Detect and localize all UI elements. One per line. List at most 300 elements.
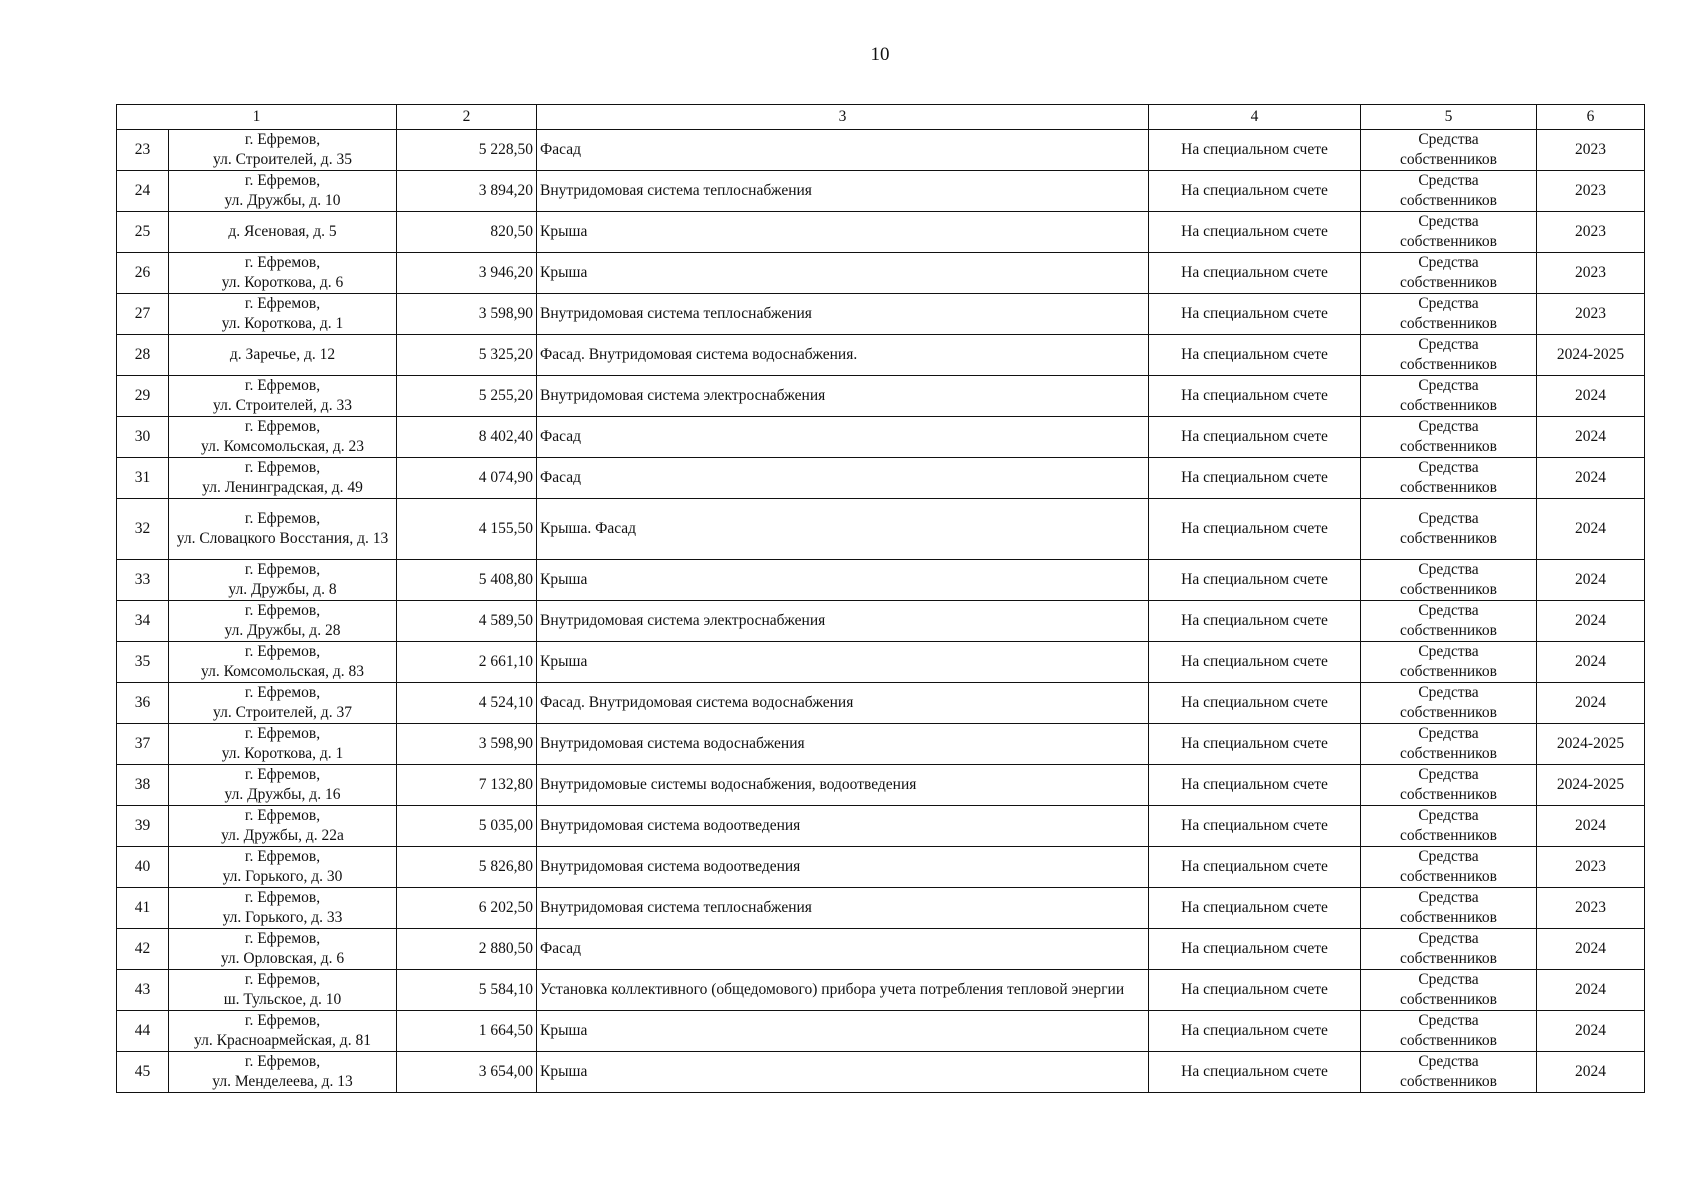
funding-source-cell-text: собственников — [1400, 1032, 1497, 1049]
year-cell-text: 2024-2025 — [1556, 346, 1625, 363]
page-number: 10 — [870, 44, 890, 65]
account-cell-text: На специальном счете — [1181, 141, 1328, 158]
address-cell-text: ул. Дружбы, д. 8 — [228, 581, 337, 598]
row-number-cell-text: 33 — [134, 571, 151, 588]
address-cell-text: г. Ефремов, — [244, 848, 321, 865]
area-cell — [397, 458, 537, 499]
account-cell — [1149, 683, 1361, 724]
work-type-cell — [537, 724, 1149, 765]
funding-source-cell-text: Средства — [1418, 1012, 1479, 1029]
row-number-cell-text: 29 — [134, 387, 151, 404]
account-cell-text: На специальном счете — [1181, 940, 1328, 957]
address-cell-text: ул. Красноармейская, д. 81 — [194, 1032, 371, 1049]
area-cell-text: 6 202,50 — [478, 899, 533, 916]
header-col-1: 1 — [117, 105, 397, 130]
year-cell-text: 2024 — [1575, 653, 1606, 670]
address-cell-text: г. Ефремов, — [244, 971, 321, 988]
work-type-cell — [537, 1052, 1149, 1093]
area-cell-text: 3 894,20 — [478, 182, 533, 199]
area-cell — [397, 335, 537, 376]
row-number-cell-text: 42 — [134, 940, 151, 957]
row-number-cell — [117, 335, 169, 376]
funding-source-cell — [1361, 417, 1537, 458]
address-cell-text: ш. Тульское, д. 10 — [223, 991, 342, 1008]
address-cell — [169, 376, 397, 417]
work-type-cell-text: Внутридомовая система теплоснабжения — [540, 899, 812, 916]
funding-source-cell — [1361, 253, 1537, 294]
year-cell-text: 2024-2025 — [1556, 776, 1625, 793]
year-cell — [1537, 130, 1645, 171]
row-number-cell — [117, 765, 169, 806]
area-cell-text: 5 255,20 — [478, 387, 533, 404]
account-cell-text: На специальном счете — [1181, 612, 1328, 629]
funding-source-cell-text: собственников — [1400, 192, 1497, 209]
work-type-cell — [537, 458, 1149, 499]
year-cell-text: 2023 — [1575, 182, 1606, 199]
account-cell — [1149, 601, 1361, 642]
funding-source-cell-text: Средства — [1418, 418, 1479, 435]
row-number-cell-text: 26 — [134, 264, 151, 281]
work-type-cell — [537, 1011, 1149, 1052]
table-row — [117, 970, 1645, 1011]
table-row — [117, 847, 1645, 888]
address-cell-text: г. Ефремов, — [244, 172, 321, 189]
year-cell — [1537, 253, 1645, 294]
address-cell — [169, 888, 397, 929]
funding-source-cell — [1361, 929, 1537, 970]
funding-source-cell-text: Средства — [1418, 213, 1479, 230]
work-type-cell — [537, 253, 1149, 294]
address-cell — [169, 335, 397, 376]
address-cell-text: ул. Строителей, д. 37 — [213, 704, 352, 721]
funding-source-cell-text: собственников — [1400, 909, 1497, 926]
address-cell-text: ул. Менделеева, д. 13 — [212, 1073, 353, 1090]
address-cell-text: г. Ефремов, — [244, 418, 321, 435]
table-row — [117, 335, 1645, 376]
work-type-cell — [537, 806, 1149, 847]
address-cell — [169, 601, 397, 642]
address-cell-text: г. Ефремов, — [244, 254, 321, 271]
address-cell-text: г. Ефремов, — [244, 295, 321, 312]
account-cell-text: На специальном счете — [1181, 182, 1328, 199]
account-cell — [1149, 642, 1361, 683]
work-type-cell — [537, 970, 1149, 1011]
row-number-cell-text: 32 — [134, 520, 151, 537]
account-cell — [1149, 212, 1361, 253]
work-type-cell-text: Крыша — [540, 1022, 588, 1039]
row-number-cell-text: 24 — [134, 182, 151, 199]
year-cell — [1537, 417, 1645, 458]
address-cell-text: ул. Горького, д. 30 — [222, 868, 343, 885]
row-number-cell-text: 40 — [134, 858, 151, 875]
table-row — [117, 765, 1645, 806]
funding-source-cell-text: Средства — [1418, 172, 1479, 189]
account-cell — [1149, 417, 1361, 458]
year-cell-text: 2024 — [1575, 520, 1606, 537]
account-cell-text: На специальном счете — [1181, 571, 1328, 588]
header-col-3: 3 — [537, 105, 1149, 130]
account-cell — [1149, 970, 1361, 1011]
funding-source-cell-text: собственников — [1400, 950, 1497, 967]
row-number-cell — [117, 294, 169, 335]
funding-source-cell-text: Средства — [1418, 131, 1479, 148]
row-number-cell-text: 37 — [134, 735, 151, 752]
row-number-cell-text: 23 — [134, 141, 151, 158]
row-number-cell — [117, 724, 169, 765]
work-type-cell-text: Установка коллективного (общедомового) прибора учета потребления тепловой энергии — [540, 981, 1125, 998]
year-cell — [1537, 970, 1645, 1011]
address-cell — [169, 1011, 397, 1052]
address-cell-text: ул. Дружбы, д. 10 — [224, 192, 341, 209]
table-row — [117, 130, 1645, 171]
address-cell-text: ул. Комсомольская, д. 23 — [201, 438, 364, 455]
area-cell — [397, 171, 537, 212]
address-cell-text: ул. Короткова, д. 1 — [221, 315, 344, 332]
account-cell-text: На специальном счете — [1181, 1022, 1328, 1039]
account-cell-text: На специальном счете — [1181, 653, 1328, 670]
area-cell — [397, 970, 537, 1011]
area-cell — [397, 724, 537, 765]
year-cell — [1537, 294, 1645, 335]
account-cell — [1149, 847, 1361, 888]
year-cell-text: 2024 — [1575, 694, 1606, 711]
account-cell-text: На специальном счете — [1181, 735, 1328, 752]
address-cell — [169, 212, 397, 253]
work-type-cell — [537, 929, 1149, 970]
funding-source-cell-text: собственников — [1400, 745, 1497, 762]
area-cell-text: 4 524,10 — [478, 694, 533, 711]
area-cell-text: 7 132,80 — [478, 776, 533, 793]
funding-source-cell — [1361, 601, 1537, 642]
address-cell — [169, 724, 397, 765]
funding-source-cell-text: собственников — [1400, 868, 1497, 885]
area-cell-text: 3 654,00 — [478, 1063, 533, 1080]
address-cell-text: ул. Дружбы, д. 22а — [221, 827, 344, 844]
funding-source-cell — [1361, 212, 1537, 253]
area-cell — [397, 847, 537, 888]
row-number-cell — [117, 601, 169, 642]
account-cell — [1149, 171, 1361, 212]
row-number-cell-text: 38 — [134, 776, 151, 793]
work-type-cell-text: Крыша. Фасад — [540, 520, 637, 537]
year-cell — [1537, 724, 1645, 765]
area-cell-text: 5 228,50 — [478, 141, 533, 158]
address-cell — [169, 560, 397, 601]
funding-source-cell-text: собственников — [1400, 1073, 1497, 1090]
funding-source-cell-text: собственников — [1400, 274, 1497, 291]
area-cell — [397, 560, 537, 601]
account-cell — [1149, 130, 1361, 171]
account-cell — [1149, 806, 1361, 847]
row-number-cell-text: 30 — [134, 428, 151, 445]
funding-source-cell-text: собственников — [1400, 233, 1497, 250]
table-row — [117, 601, 1645, 642]
year-cell-text: 2024 — [1575, 1063, 1606, 1080]
row-number-cell — [117, 499, 169, 560]
funding-source-cell-text: собственников — [1400, 581, 1497, 598]
row-number-cell — [117, 970, 169, 1011]
year-cell-text: 2023 — [1575, 141, 1606, 158]
area-cell-text: 3 598,90 — [478, 305, 533, 322]
row-number-cell — [117, 888, 169, 929]
funding-source-cell — [1361, 560, 1537, 601]
work-type-cell — [537, 335, 1149, 376]
funding-source-cell-text: собственников — [1400, 786, 1497, 803]
address-cell — [169, 765, 397, 806]
funding-source-cell-text: Средства — [1418, 643, 1479, 660]
funding-source-cell-text: собственников — [1400, 827, 1497, 844]
address-cell — [169, 806, 397, 847]
address-cell-text: г. Ефремов, — [244, 459, 321, 476]
table-row — [117, 806, 1645, 847]
year-cell — [1537, 171, 1645, 212]
row-number-cell-text: 44 — [134, 1022, 151, 1039]
table-body — [117, 130, 1645, 1093]
year-cell — [1537, 335, 1645, 376]
table-row — [117, 888, 1645, 929]
account-cell-text: На специальном счете — [1181, 817, 1328, 834]
work-type-cell — [537, 601, 1149, 642]
address-cell-text: г. Ефремов, — [244, 561, 321, 578]
area-cell-text: 2 661,10 — [478, 653, 533, 670]
table-row — [117, 683, 1645, 724]
row-number-cell-text: 31 — [134, 469, 151, 486]
funding-source-cell — [1361, 376, 1537, 417]
year-cell-text: 2023 — [1575, 858, 1606, 875]
funding-source-cell-text: Средства — [1418, 377, 1479, 394]
table-row — [117, 929, 1645, 970]
account-cell-text: На специальном счете — [1181, 776, 1328, 793]
account-cell-text: На специальном счете — [1181, 981, 1328, 998]
table-row — [117, 212, 1645, 253]
funding-source-cell-text: собственников — [1400, 479, 1497, 496]
row-number-cell-text: 25 — [134, 223, 151, 240]
year-cell — [1537, 1011, 1645, 1052]
work-type-cell — [537, 499, 1149, 560]
year-cell-text: 2024 — [1575, 612, 1606, 629]
work-type-cell — [537, 130, 1149, 171]
address-cell — [169, 294, 397, 335]
account-cell-text: На специальном счете — [1181, 428, 1328, 445]
row-number-cell-text: 28 — [134, 346, 151, 363]
area-cell-text: 3 946,20 — [478, 264, 533, 281]
area-cell — [397, 417, 537, 458]
address-cell — [169, 499, 397, 560]
funding-source-cell-text: Средства — [1418, 336, 1479, 353]
year-cell-text: 2024 — [1575, 571, 1606, 588]
year-cell — [1537, 560, 1645, 601]
area-cell-text: 3 598,90 — [478, 735, 533, 752]
address-cell — [169, 642, 397, 683]
address-cell-text: ул. Дружбы, д. 28 — [224, 622, 341, 639]
work-type-cell — [537, 171, 1149, 212]
year-cell-text: 2024 — [1575, 817, 1606, 834]
table-row — [117, 560, 1645, 601]
address-cell — [169, 970, 397, 1011]
work-type-cell — [537, 376, 1149, 417]
funding-source-cell-text: Средства — [1418, 254, 1479, 271]
address-cell — [169, 458, 397, 499]
address-cell-text: г. Ефремов, — [244, 131, 321, 148]
table-row — [117, 253, 1645, 294]
row-number-cell-text: 36 — [134, 694, 151, 711]
address-cell-text: ул. Короткова, д. 1 — [221, 745, 344, 762]
year-cell — [1537, 847, 1645, 888]
row-number-cell-text: 45 — [134, 1063, 151, 1080]
header-col-4: 4 — [1149, 105, 1361, 130]
funding-source-cell-text: собственников — [1400, 315, 1497, 332]
year-cell — [1537, 212, 1645, 253]
work-type-cell-text: Внутридомовая система теплоснабжения — [540, 305, 812, 322]
funding-source-cell — [1361, 765, 1537, 806]
work-type-cell — [537, 294, 1149, 335]
account-cell-text: На специальном счете — [1181, 899, 1328, 916]
year-cell — [1537, 929, 1645, 970]
table-row — [117, 294, 1645, 335]
year-cell — [1537, 499, 1645, 560]
account-cell-text: На специальном счете — [1181, 694, 1328, 711]
year-cell — [1537, 458, 1645, 499]
work-type-cell-text: Фасад. Внутридомовая система водоснабжения — [540, 694, 854, 711]
address-cell-text: г. Ефремов, — [244, 930, 321, 947]
address-cell — [169, 847, 397, 888]
work-type-cell-text: Крыша — [540, 223, 588, 240]
area-cell-text: 2 880,50 — [478, 940, 533, 957]
area-cell — [397, 1052, 537, 1093]
funding-source-cell — [1361, 1011, 1537, 1052]
funding-source-cell-text: собственников — [1400, 151, 1497, 168]
area-cell — [397, 253, 537, 294]
row-number-cell — [117, 683, 169, 724]
address-cell — [169, 417, 397, 458]
work-type-cell-text: Внутридомовая система водоотведения — [540, 817, 801, 834]
address-cell-text: г. Ефремов, — [244, 1053, 321, 1070]
area-cell-text: 5 325,20 — [478, 346, 533, 363]
work-type-cell-text: Фасад — [540, 469, 581, 486]
account-cell-text: На специальном счете — [1181, 858, 1328, 875]
funding-source-cell-text: собственников — [1400, 356, 1497, 373]
account-cell — [1149, 1011, 1361, 1052]
address-cell-text: ул. Горького, д. 33 — [222, 909, 343, 926]
address-cell-text: ул. Словацкого Восстания, д. 13 — [176, 530, 389, 547]
work-type-cell-text: Крыша — [540, 571, 588, 588]
row-number-cell — [117, 560, 169, 601]
area-cell — [397, 806, 537, 847]
work-type-cell — [537, 683, 1149, 724]
funding-source-cell — [1361, 683, 1537, 724]
year-cell — [1537, 642, 1645, 683]
row-number-cell — [117, 212, 169, 253]
work-type-cell-text: Крыша — [540, 264, 588, 281]
address-cell-text: г. Ефремов, — [244, 766, 321, 783]
area-cell — [397, 929, 537, 970]
year-cell — [1537, 601, 1645, 642]
address-cell-text: г. Ефремов, — [244, 684, 321, 701]
year-cell-text: 2024 — [1575, 469, 1606, 486]
table-row — [117, 724, 1645, 765]
table-row — [117, 458, 1645, 499]
repair-program-table — [116, 104, 1645, 1093]
row-number-cell-text: 35 — [134, 653, 151, 670]
year-cell — [1537, 806, 1645, 847]
account-cell-text: На специальном счете — [1181, 264, 1328, 281]
funding-source-cell — [1361, 970, 1537, 1011]
funding-source-cell-text: собственников — [1400, 438, 1497, 455]
account-cell — [1149, 376, 1361, 417]
address-cell-text: ул. Дружбы, д. 16 — [224, 786, 341, 803]
area-cell — [397, 642, 537, 683]
year-cell-text: 2023 — [1575, 899, 1606, 916]
address-cell-text: г. Ефремов, — [244, 889, 321, 906]
area-cell-text: 4 155,50 — [478, 520, 533, 537]
row-number-cell — [117, 929, 169, 970]
work-type-cell-text: Фасад — [540, 428, 581, 445]
funding-source-cell-text: Средства — [1418, 930, 1479, 947]
area-cell — [397, 683, 537, 724]
account-cell-text: На специальном счете — [1181, 520, 1328, 537]
work-type-cell-text: Внутридомовая система электроснабжения — [540, 612, 826, 629]
work-type-cell — [537, 888, 1149, 929]
header-col-6: 6 — [1537, 105, 1645, 130]
address-cell-text: г. Ефремов, — [244, 1012, 321, 1029]
year-cell — [1537, 765, 1645, 806]
row-number-cell — [117, 847, 169, 888]
funding-source-cell — [1361, 724, 1537, 765]
work-type-cell-text: Внутридомовая система электроснабжения — [540, 387, 826, 404]
funding-source-cell-text: Средства — [1418, 459, 1479, 476]
row-number-cell — [117, 1052, 169, 1093]
funding-source-cell-text: собственников — [1400, 622, 1497, 639]
funding-source-cell — [1361, 888, 1537, 929]
funding-source-cell — [1361, 847, 1537, 888]
row-number-cell-text: 34 — [134, 612, 151, 629]
row-number-cell — [117, 806, 169, 847]
funding-source-cell-text: собственников — [1400, 663, 1497, 680]
funding-source-cell-text: Средства — [1418, 725, 1479, 742]
address-cell-text: д. Ясеновая, д. 5 — [228, 223, 337, 240]
row-number-cell-text: 41 — [134, 899, 151, 916]
work-type-cell-text: Внутридомовая система водоотведения — [540, 858, 801, 875]
row-number-cell — [117, 1011, 169, 1052]
area-cell-text: 4 589,50 — [478, 612, 533, 629]
table-header-row — [117, 105, 1645, 130]
account-cell — [1149, 1052, 1361, 1093]
year-cell-text: 2024 — [1575, 981, 1606, 998]
account-cell — [1149, 294, 1361, 335]
area-cell — [397, 212, 537, 253]
address-cell-text: г. Ефремов, — [244, 377, 321, 394]
account-cell-text: На специальном счете — [1181, 387, 1328, 404]
address-cell-text: ул. Короткова, д. 6 — [221, 274, 344, 291]
area-cell-text: 8 402,40 — [478, 428, 533, 445]
work-type-cell — [537, 642, 1149, 683]
year-cell-text: 2024 — [1575, 940, 1606, 957]
work-type-cell-text: Фасад. Внутридомовая система водоснабжения. — [540, 346, 858, 363]
address-cell — [169, 683, 397, 724]
area-cell-text: 1 664,50 — [478, 1022, 533, 1039]
address-cell-text: ул. Строителей, д. 35 — [213, 151, 352, 168]
funding-source-cell-text: Средства — [1418, 684, 1479, 701]
area-cell-text: 5 826,80 — [478, 858, 533, 875]
work-type-cell-text: Крыша — [540, 1063, 588, 1080]
work-type-cell-text: Крыша — [540, 653, 588, 670]
account-cell — [1149, 335, 1361, 376]
funding-source-cell — [1361, 1052, 1537, 1093]
work-type-cell — [537, 765, 1149, 806]
row-number-cell-text: 27 — [134, 305, 151, 322]
account-cell-text: На специальном счете — [1181, 223, 1328, 240]
account-cell — [1149, 724, 1361, 765]
